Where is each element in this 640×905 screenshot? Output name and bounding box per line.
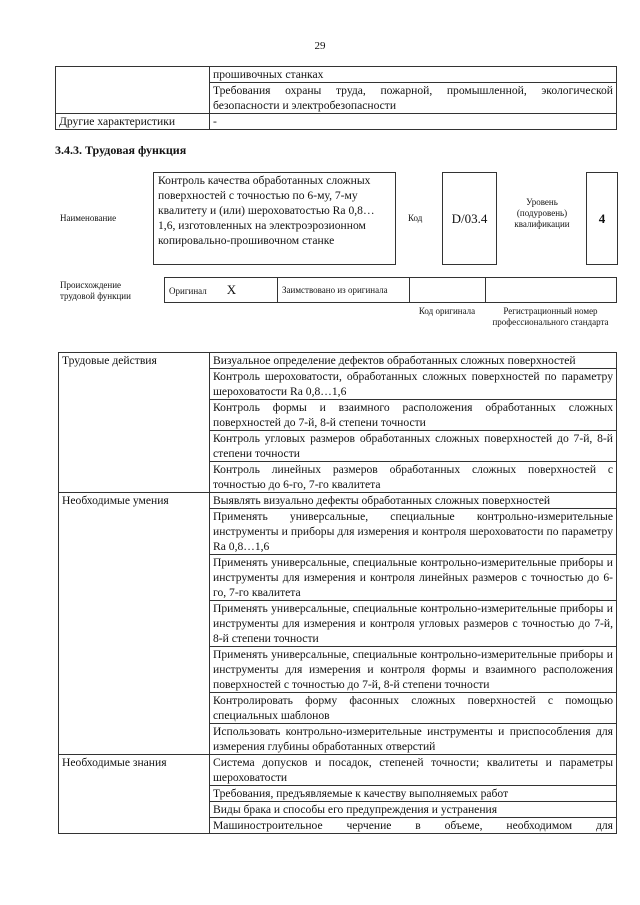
list-item: Система допусков и посадок, степеней точности; квалитеты и параметры шероховатости — [210, 755, 617, 786]
row-item: Требования охраны труда, пожарной, промышленной, экологической безопасности и электробезопасности — [210, 83, 617, 114]
list-item: Контроль шероховатости, обработанных сложных поверхностей по параметру шероховатости Ra 0,8…1,6 — [210, 369, 617, 400]
level-box: 4 — [586, 172, 618, 265]
level-label: Уровень (подуровень) квалификации — [514, 197, 570, 229]
reg-caption: Регистрационный номер профессионального стандарта — [492, 306, 609, 327]
list-item: Виды брака и способы его предупреждения и устранения — [210, 802, 617, 818]
function-details-table — [58, 352, 617, 834]
list-item: Машиностроительное черчение в объеме, необходимом для — [210, 818, 617, 834]
list-item: Выявлять визуально дефекты обработанных сложных поверхностей — [210, 493, 617, 509]
original-mark: X — [226, 281, 237, 297]
list-item: Применять универсальные, специальные контрольно-измерительные приборы и инструменты для измерения и контроля формы и взаимного расположения поверхностей с точностью до 7-й, 8-й степени точности — [210, 647, 617, 693]
origin-label: Происхождение трудовой функции — [60, 280, 131, 301]
code-box: D/03.4 — [442, 172, 497, 265]
table-row — [59, 493, 617, 509]
original-code-cell — [410, 278, 486, 303]
page-number: 29 — [314, 40, 326, 52]
row-label: Другие характеристики — [56, 114, 210, 130]
row-label — [56, 67, 210, 114]
reg-number-cell — [486, 278, 617, 303]
continued-table — [55, 66, 617, 130]
section-title: 3.4.3. Трудовая функция — [55, 143, 187, 157]
origin-table — [164, 277, 617, 303]
row-item: - — [210, 114, 617, 130]
table-row — [59, 353, 617, 369]
origin-original-cell — [165, 278, 278, 303]
function-name-box: Контроль качества обработанных сложных поверхностей с точностью по 6-му, 7-му квалитету и (или) шероховатостью Ra 0,8…1,6, изготовленных на электроэрозионном копировально-прошивочном станке — [153, 172, 396, 265]
list-item: Применять универсальные, специальные контрольно-измерительные приборы и инструменты для измерения и контроля угловых размеров с точностью до 7-й, 8-й степени точности — [210, 601, 617, 647]
name-label: Наименование — [60, 213, 117, 223]
code-caption: Код оригинала — [418, 306, 476, 316]
original-label: Оригинал — [169, 285, 207, 296]
list-item: Применять универсальные, специальные контрольно-измерительные инструменты и приборы для измерения и контроля шероховатости по параметру Ra 0,8…1,6 — [210, 509, 617, 555]
list-item: Контроль формы и взаимного расположения обработанных сложных поверхностей до 7-й, 8-й степени точности — [210, 400, 617, 431]
list-item: Контроль угловых размеров обработанных сложных поверхностей до 7-й, 8-й степени точности — [210, 431, 617, 462]
list-item: Применять универсальные, специальные контрольно-измерительные приборы и инструменты для измерения и контроля линейных размеров с точностью до 6-го, 7-го квалитета — [210, 555, 617, 601]
list-item: Использовать контрольно-измерительные инструменты и приспособления для измерения глубины обработанных отверстий — [210, 724, 617, 755]
list-item: Визуальное определение дефектов обработанных сложных поверхностей — [210, 353, 617, 369]
section-label: Необходимые знания — [59, 755, 210, 834]
borrowed-label: Заимствовано из оригинала — [278, 278, 410, 303]
section-label: Необходимые умения — [59, 493, 210, 755]
list-item: Контролировать форму фасонных сложных поверхностей с помощью специальных шаблонов — [210, 693, 617, 724]
code-label: Код — [408, 213, 423, 223]
list-item: Требования, предъявляемые к качеству выполняемых работ — [210, 786, 617, 802]
table-row — [56, 114, 617, 130]
list-item: Контроль линейных размеров обработанных сложных поверхностей с точностью до 6-го, 7-го квалитета — [210, 462, 617, 493]
table-row — [59, 755, 617, 786]
table-row — [56, 67, 617, 83]
section-label: Трудовые действия — [59, 353, 210, 493]
row-item: прошивочных станках — [210, 67, 617, 83]
